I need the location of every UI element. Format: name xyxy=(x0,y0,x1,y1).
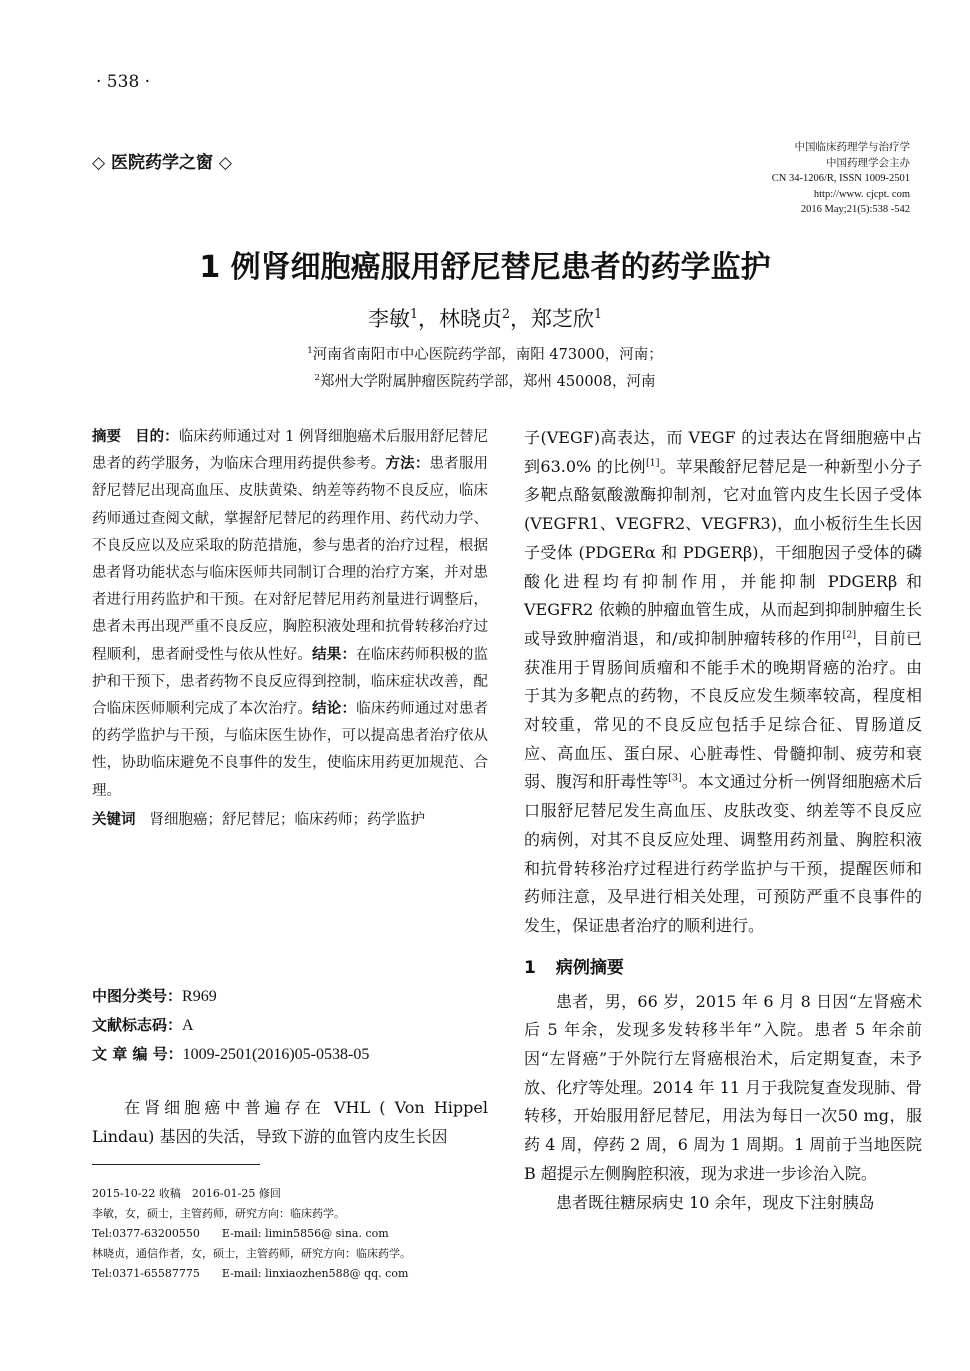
abstract-label: 摘要 xyxy=(92,429,122,445)
corresponding-author-contact: Tel:0371-65587775 E-mail: linxiaozhen588@ qq. com xyxy=(92,1267,409,1280)
objective-text: 临床药师通过对 1 例肾细胞癌术后服用舒尼替尼患者的药学服务，为临床合理用药提供参考。 xyxy=(92,429,489,473)
keywords xyxy=(92,807,488,834)
affiliation-text: 河南省南阳市中心医院药学部，南阳 473000，河南； xyxy=(312,347,663,363)
author-affiliation-mark: 1 xyxy=(594,306,603,321)
keywords-text: 肾细胞癌；舒尼替尼；临床药师；药学监护 xyxy=(149,811,425,828)
affiliation-number: 2 xyxy=(314,373,321,384)
case-history-paragraph: 患者既往糖尿病史 10 余年，现皮下注射胰岛 xyxy=(556,1192,875,1212)
column-name: ◇ 医院药学之窗 ◇ xyxy=(92,153,232,173)
section-heading xyxy=(524,953,922,978)
journal-issue: 2016 May;21(5):538 -542 xyxy=(800,204,910,215)
affiliation-text: 郑州大学附属肿瘤医院药学部，郑州 450008，河南 xyxy=(320,374,656,390)
clc-value: R969 xyxy=(182,988,217,1005)
affiliation-line xyxy=(0,369,970,396)
section-number: 1 xyxy=(524,957,536,978)
corresponding-author-bio: 林晓贞，通信作者，女，硕士，主管药师，研究方向：临床药学。 xyxy=(92,1247,411,1260)
document-code xyxy=(92,1011,369,1040)
author-list: 李敏$^1$，林晓贞$^2$，郑芝欣$^1$ xyxy=(367,306,603,331)
results-text: 在临床药师积极的监护和干预下，患者药物不良反应得到控制，临床症状改善，配合临床医师顺利完成了本次治疗。 xyxy=(92,646,489,718)
document-code-value: A xyxy=(182,1017,194,1034)
intro-text: ，目前已获准用于胃肠间质瘤和不能手术的晚期肾癌的治疗。由于其为多靶点的药物，不良反应发生频率较高，程度相对较重，常见的不良反应包括手足综合征、胃肠道反应、高血压、蛋白尿、心脏毒性、骨髓抑制、疲劳和衰弱、腹泻和肝毒性等 xyxy=(524,628,922,792)
journal-issn: CN 34-1206/R, ISSN 1009-2501 xyxy=(771,173,910,184)
conclusion-label: 结论： xyxy=(312,701,357,718)
journal-url: http://www. cjcpt. com xyxy=(813,188,910,200)
intro-text: 子(VEGF)高表达，而 VEGF 的过表达在肾细胞癌中占到63.0% 的比例 xyxy=(524,428,922,476)
affiliation-list xyxy=(0,342,970,396)
methods-text: 患者服用舒尼替尼出现高血压、皮肤黄染、纳差等药物不良反应，临床药师通过查阅文献，掌握舒尼替尼的药理作用、药代动力学、不良反应以及应采取的防范措施，参与患者的治疗过程，根据患者肾功能状态与临床医师共同制订合理的治疗方案，并对患者进行用药监护和干预。在对舒尼替尼用药剂量进行调整后，患者未再出现严重不良反应，胸腔积液处理和抗骨转移治疗过程顺利，患者耐受性与依从性好。 xyxy=(92,456,489,663)
page-number: · 538 · xyxy=(96,72,151,92)
author-name: 郑芝欣 xyxy=(531,307,594,331)
document-code-label: 文献标志码： xyxy=(92,1016,183,1034)
reference-mark: [1] xyxy=(645,457,660,469)
case-summary-paragraph: 患者，男，66 岁，2015 年 6 月 8 日因“左肾癌术后 5 年余，发现多发转移半年”入院。患者 5 年余前因“左肾癌”于外院行左肾癌根治术，后定期复查，未予放、化疗等处理。2014 年 11 月于我院复查发现肺、骨转移，开始服用舒尼替尼，用法为每日一次50 mg，服药 4 周，停药 2 周，6 周为 1 周期。1 周前于当地医院 B 超提示左侧胸腔积液，现为求进一步诊治入院。 xyxy=(524,991,922,1183)
footnotes xyxy=(92,1184,492,1284)
author-affiliation-mark: 1 xyxy=(409,306,418,321)
article-id-label: 文 章 编 号： xyxy=(92,1045,183,1063)
journal-info xyxy=(610,140,910,218)
keywords-label: 关键词 xyxy=(92,811,136,828)
received-dates: 2015-10-22 收稿 2016-01-25 修回 xyxy=(92,1187,281,1200)
right-column xyxy=(524,424,922,1217)
left-column xyxy=(92,424,488,834)
affiliation-number: 1 xyxy=(307,346,313,357)
article-title: 1 例肾细胞癌服用舒尼替尼患者的药学监护 xyxy=(199,250,771,285)
conclusion-text: 临床药师通过对患者的药学监护与干预，与临床医生协作，可以提高患者治疗依从性，协助临床避免不良事件的发生，使临床用药更加规范、合理。 xyxy=(92,701,489,799)
clc-label: 中图分类号： xyxy=(92,987,183,1005)
author-bio: 李敏，女，硕士，主管药师，研究方向：临床药学。 xyxy=(92,1207,345,1220)
author-name: 李敏 xyxy=(367,307,410,331)
reference-mark: [2] xyxy=(842,629,857,641)
author-name: 林晓贞 xyxy=(438,307,502,331)
abstract xyxy=(92,424,488,805)
objective-label: 目的： xyxy=(135,429,179,445)
journal-sponsor: 中国药理学会主办 xyxy=(826,157,910,169)
intro-text: 。本文通过分析一例肾细胞癌术后口服舒尼替尼发生高血压、皮肤改变、纳差等不良反应的病例，对其不良反应处理、调整用药剂量、胸腔积液和抗骨转移治疗过程进行药学监护与干预，提醒医师和药师注意，及早进行相关处理，可预防严重不良事件的发生，保证患者治疗的顺利进行。 xyxy=(524,772,922,935)
intro-text: 。苹果酸舒尼替尼是一种新型小分子多靶点酪氨酸激酶抑制剂，它对血管内皮生长因子受体 (VEGFR1、VEGFR2、VEGFR3)，血小板衍生生长因子受体 (PDGERα 和 PDGERβ)，干细胞因子受体的磷酸化进程均有抑制作用，并能抑制 PDGERβ 和 VEGFR2 依赖的肿瘤血管生成，从而起到抑制肿瘤生长或导致肿瘤消退，和/或抑制肿瘤转移的作用 xyxy=(524,456,922,648)
affiliation-line xyxy=(0,342,970,369)
article-id-value: 1009-2501(2016)05-0538-05 xyxy=(182,1046,370,1063)
classification-block xyxy=(92,982,369,1069)
footnote-divider xyxy=(92,1164,260,1165)
reference-mark: [3] xyxy=(668,773,682,785)
intro-paragraph-start: 在肾细胞癌中普遍存在 VHL ( Von Hippel Lindau) 基因的失活，导致下游的血管内皮生长因 xyxy=(92,1098,488,1146)
article-id xyxy=(92,1040,369,1069)
methods-label: 方法： xyxy=(385,456,430,473)
results-label: 结果： xyxy=(312,646,357,663)
author-affiliation-mark: 2 xyxy=(501,306,510,321)
intro-paragraph-continued xyxy=(524,424,922,941)
clc-number xyxy=(92,982,369,1011)
author-contact: Tel:0377-63200550 E-mail: limin5856@ sina. com xyxy=(92,1227,389,1240)
section-title: 病例摘要 xyxy=(555,957,624,978)
journal-name: 中国临床药理学与治疗学 xyxy=(794,142,910,153)
